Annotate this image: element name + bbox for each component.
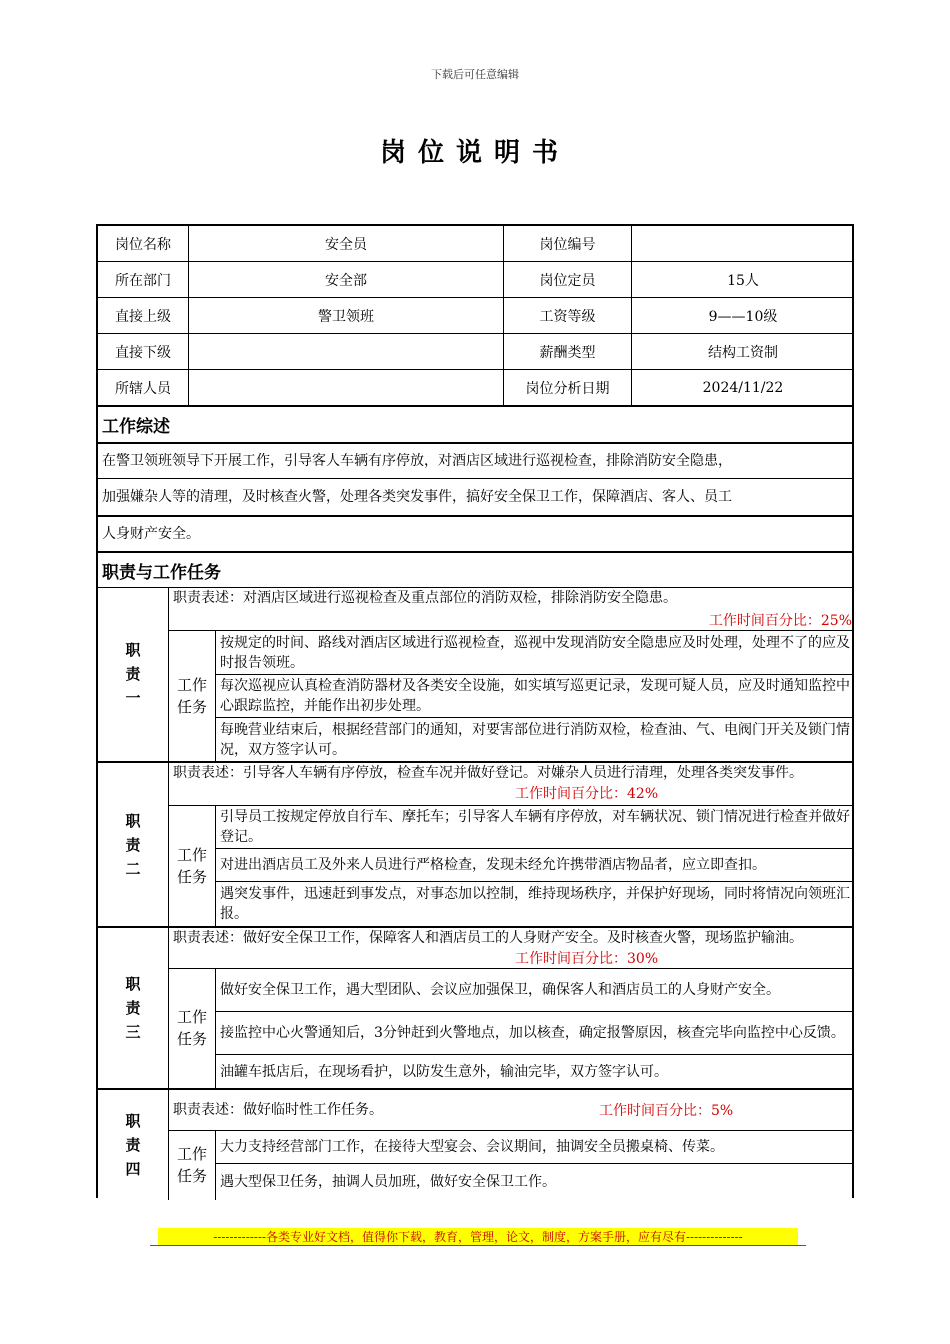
post-name-value: 安全员	[325, 237, 367, 253]
pay-value: 结构工资制	[708, 345, 778, 361]
duty-statement: 职责表述：引导客人车辆有序停放，检查车况并做好登记。对嫌杂人员进行清理，处理各类突发事件。 工作时间百分比：42%	[173, 765, 803, 802]
grade-value: 9——10级	[708, 309, 778, 325]
staff-label: 所辖人员	[115, 381, 171, 397]
duty-label: 职责四	[125, 1112, 141, 1178]
duties-heading: 职责与工作任务	[102, 562, 221, 583]
duty-statement: 职责表述：对酒店区域进行巡视检查及重点部位的消防双检，排除消防安全隐患。 工作时间百分比：25%	[173, 590, 852, 629]
task-item: 遇突发事件，迅速赶到事发点，对事态加以控制，维持现场秩序，并保护好现场，同时将情况向领班汇报。	[220, 886, 850, 922]
quota-label: 岗位定员	[539, 273, 596, 289]
grade-label: 工资等级	[539, 309, 596, 325]
footer-note: -------------各类专业好文档，值得你下载，教育，管理，论文，制度，方案手册，应有尽有--------------	[158, 1228, 798, 1245]
staff-value	[189, 370, 503, 406]
task-label: 工作任务	[176, 1008, 207, 1048]
task-item: 引导员工按规定停放自行车、摩托车；引导客人车辆有序停放，对车辆状况、锁门情况进行检查并做好登记。	[220, 809, 850, 845]
superior-value: 警卫领班	[318, 309, 374, 325]
footer-divider	[150, 1245, 806, 1246]
job-description-table	[96, 224, 854, 1198]
summary-line-1: 在警卫领班领导下开展工作，引导客人车辆有序停放，对酒店区域进行巡视检查，排除消防安全隐患，	[102, 453, 732, 469]
date-label: 岗位分析日期	[525, 381, 610, 397]
header-note: 下载后可任意编辑	[431, 68, 519, 81]
task-item: 每晚营业结束后，根据经营部门的通知，对要害部位进行消防双检，检查油、气、电阀门开关及锁门情况，双方签字认可。	[220, 721, 850, 758]
duty-label: 职责二	[125, 811, 141, 878]
document-title: 岗位说明书	[379, 138, 570, 168]
dept-value: 安全部	[325, 273, 367, 289]
superior-label: 直接上级	[115, 309, 171, 325]
summary-line-3: 人身财产安全。	[102, 526, 200, 542]
duty-label: 职责一	[125, 641, 141, 707]
post-no-value	[632, 226, 854, 262]
subordinate-label: 直接下级	[115, 345, 171, 361]
post-name-label: 岗位名称	[115, 237, 171, 253]
dept-label: 所在部门	[115, 273, 171, 289]
subordinate-value	[189, 334, 503, 370]
task-item: 遇大型保卫任务，抽调人员加班，做好安全保卫工作。	[220, 1174, 556, 1190]
duty-percent: 工作时间百分比：5%	[599, 1103, 734, 1119]
task-item: 大力支持经营部门工作，在接待大型宴会、会议期间，抽调安全员搬桌椅、传菜。	[220, 1139, 724, 1155]
task-item: 油罐车抵店后，在现场看护，以防发生意外，输油完毕，双方签字认可。	[220, 1063, 668, 1080]
post-no-label: 岗位编号	[539, 237, 596, 253]
summary-heading: 工作综述	[102, 417, 170, 437]
duty-statement: 职责表述：做好临时性工作任务。 工作时间百分比：5%	[173, 1102, 734, 1119]
summary-line-2: 加强嫌杂人等的清理，及时核查火警，处理各类突发事件，搞好安全保卫工作，保障酒店、客人、员工	[102, 489, 732, 505]
task-item: 按规定的时间、路线对酒店区域进行巡视检查，巡视中发现消防安全隐患应及时处理，处理不了的应及时报告领班。	[220, 634, 850, 671]
task-item: 做好安全保卫工作，遇大型团队、会议应加强保卫，确保客人和酒店员工的人身财产安全。	[220, 982, 780, 998]
duty-percent: 工作时间百分比：25%	[708, 613, 852, 629]
duty-percent: 工作时间百分比：30%	[515, 951, 659, 967]
task-item: 对进出酒店员工及外来人员进行严格检查，发现未经允许携带酒店物品者，应立即查扣。	[220, 857, 766, 873]
duty-percent: 工作时间百分比：42%	[515, 786, 659, 802]
task-label: 工作任务	[176, 1145, 207, 1185]
pay-label: 薪酬类型	[539, 345, 596, 361]
date-value: 2024/11/22	[702, 380, 784, 396]
task-item: 接监控中心火警通知后，3分钟赶到火警地点，加以核查，确定报警原因，核查完毕向监控中心反馈。	[220, 1025, 845, 1041]
task-label: 工作任务	[176, 845, 207, 886]
duty-statement: 职责表述：做好安全保卫工作，保障客人和酒店员工的人身财产安全。及时核查火警，现场监护输油。 工作时间百分比：30%	[173, 930, 803, 967]
task-label: 工作任务	[176, 675, 207, 716]
duty-label: 职责三	[125, 975, 141, 1041]
task-item: 每次巡视应认真检查消防器材及各类安全设施，如实填写巡更记录，发现可疑人员，应及时通知监控中心跟踪监控，并能作出初步处理。	[220, 678, 850, 714]
quota-value: 15人	[727, 273, 759, 289]
